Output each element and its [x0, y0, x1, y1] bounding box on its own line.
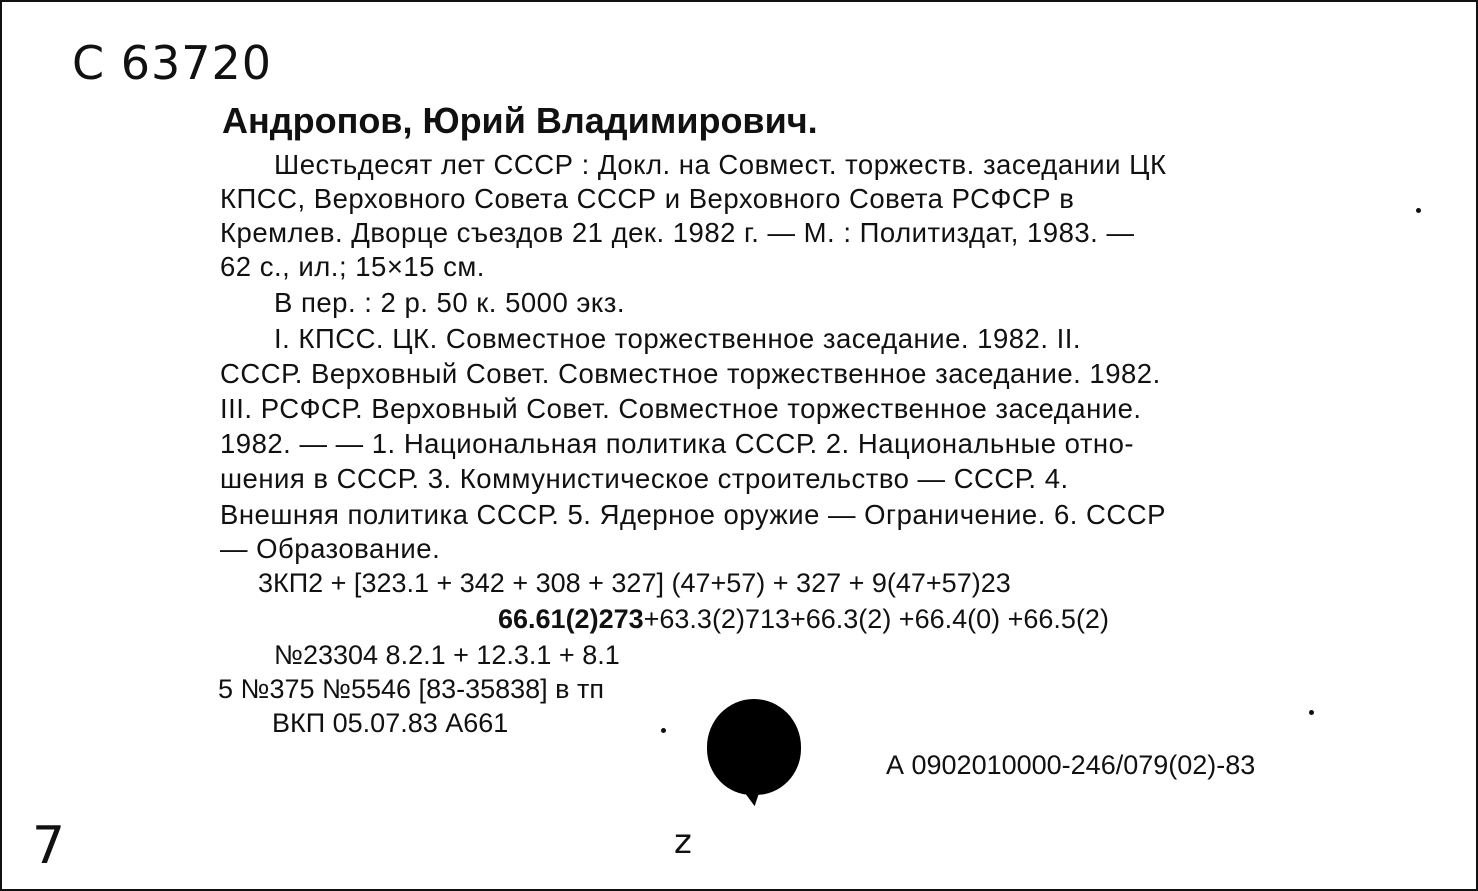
description-line: Кремлев. Дворце съездов 21 дек. 1982 г. — М. : Политиздат, 1983. — [220, 217, 1135, 248]
subject-line: 1982. — — 1. Национальная политика СССР. 2. Национальные отно- [220, 428, 1135, 459]
handwritten-mark-seven: 7 [32, 816, 66, 876]
description-line: Шестьдесят лет СССР : Докл. на Совмест. торжеств. заседании ЦК [274, 149, 1167, 180]
isbn-code: А 0902010000-246/079(02)-83 [886, 750, 1256, 780]
stray-dot [1416, 208, 1421, 213]
classification-bold-part: 66.61(2)273 [498, 604, 644, 634]
description-line: КПСС, Верховного Совета СССР и Верховного Совета РСФСР в [220, 183, 1075, 214]
subject-line: III. РСФСР. Верховный Совет. Совместное торжественное заседание. [220, 393, 1142, 424]
classification-line [498, 604, 1109, 635]
classification-rest-part: +63.3(2)713+66.3(2) +66.4(0) +66.5(2) [643, 604, 1109, 634]
stray-dot [1309, 710, 1314, 715]
record-line: 5 №375 №5546 [83-35838] в тп [218, 674, 605, 704]
price-line: В пер. : 2 р. 50 к. 5000 экз. [274, 287, 626, 318]
stray-dot [661, 728, 666, 733]
punch-hole-blot-tail [726, 758, 780, 811]
handwritten-mark-z: z [674, 822, 692, 862]
subject-line: — Образование. [220, 533, 441, 564]
subject-line: I. КПСС. ЦК. Совместное торжественное заседание. 1982. II. [274, 323, 1082, 354]
subject-line: Внешняя политика СССР. 5. Ядерное оружие — Ограничение. 6. СССР [220, 499, 1166, 530]
catalog-number: С 63720 [72, 36, 273, 90]
subject-line: шения в СССР. 3. Коммунистическое строительство — СССР. 4. [220, 463, 1069, 494]
author-heading: Андропов, Юрий Владимирович. [222, 100, 818, 141]
subject-line: СССР. Верховный Совет. Совместное торжественное заседание. 1982. [220, 358, 1161, 389]
classification-line: 3КП2 + [323.1 + 342 + 308 + 327] (47+57) + 327 + 9(47+57)23 [258, 568, 1011, 598]
record-line: ВКП 05.07.83 А661 [272, 708, 509, 738]
record-line: №23304 8.2.1 + 12.3.1 + 8.1 [274, 640, 620, 670]
description-line: 62 с., ил.; 15×15 см. [220, 251, 485, 282]
